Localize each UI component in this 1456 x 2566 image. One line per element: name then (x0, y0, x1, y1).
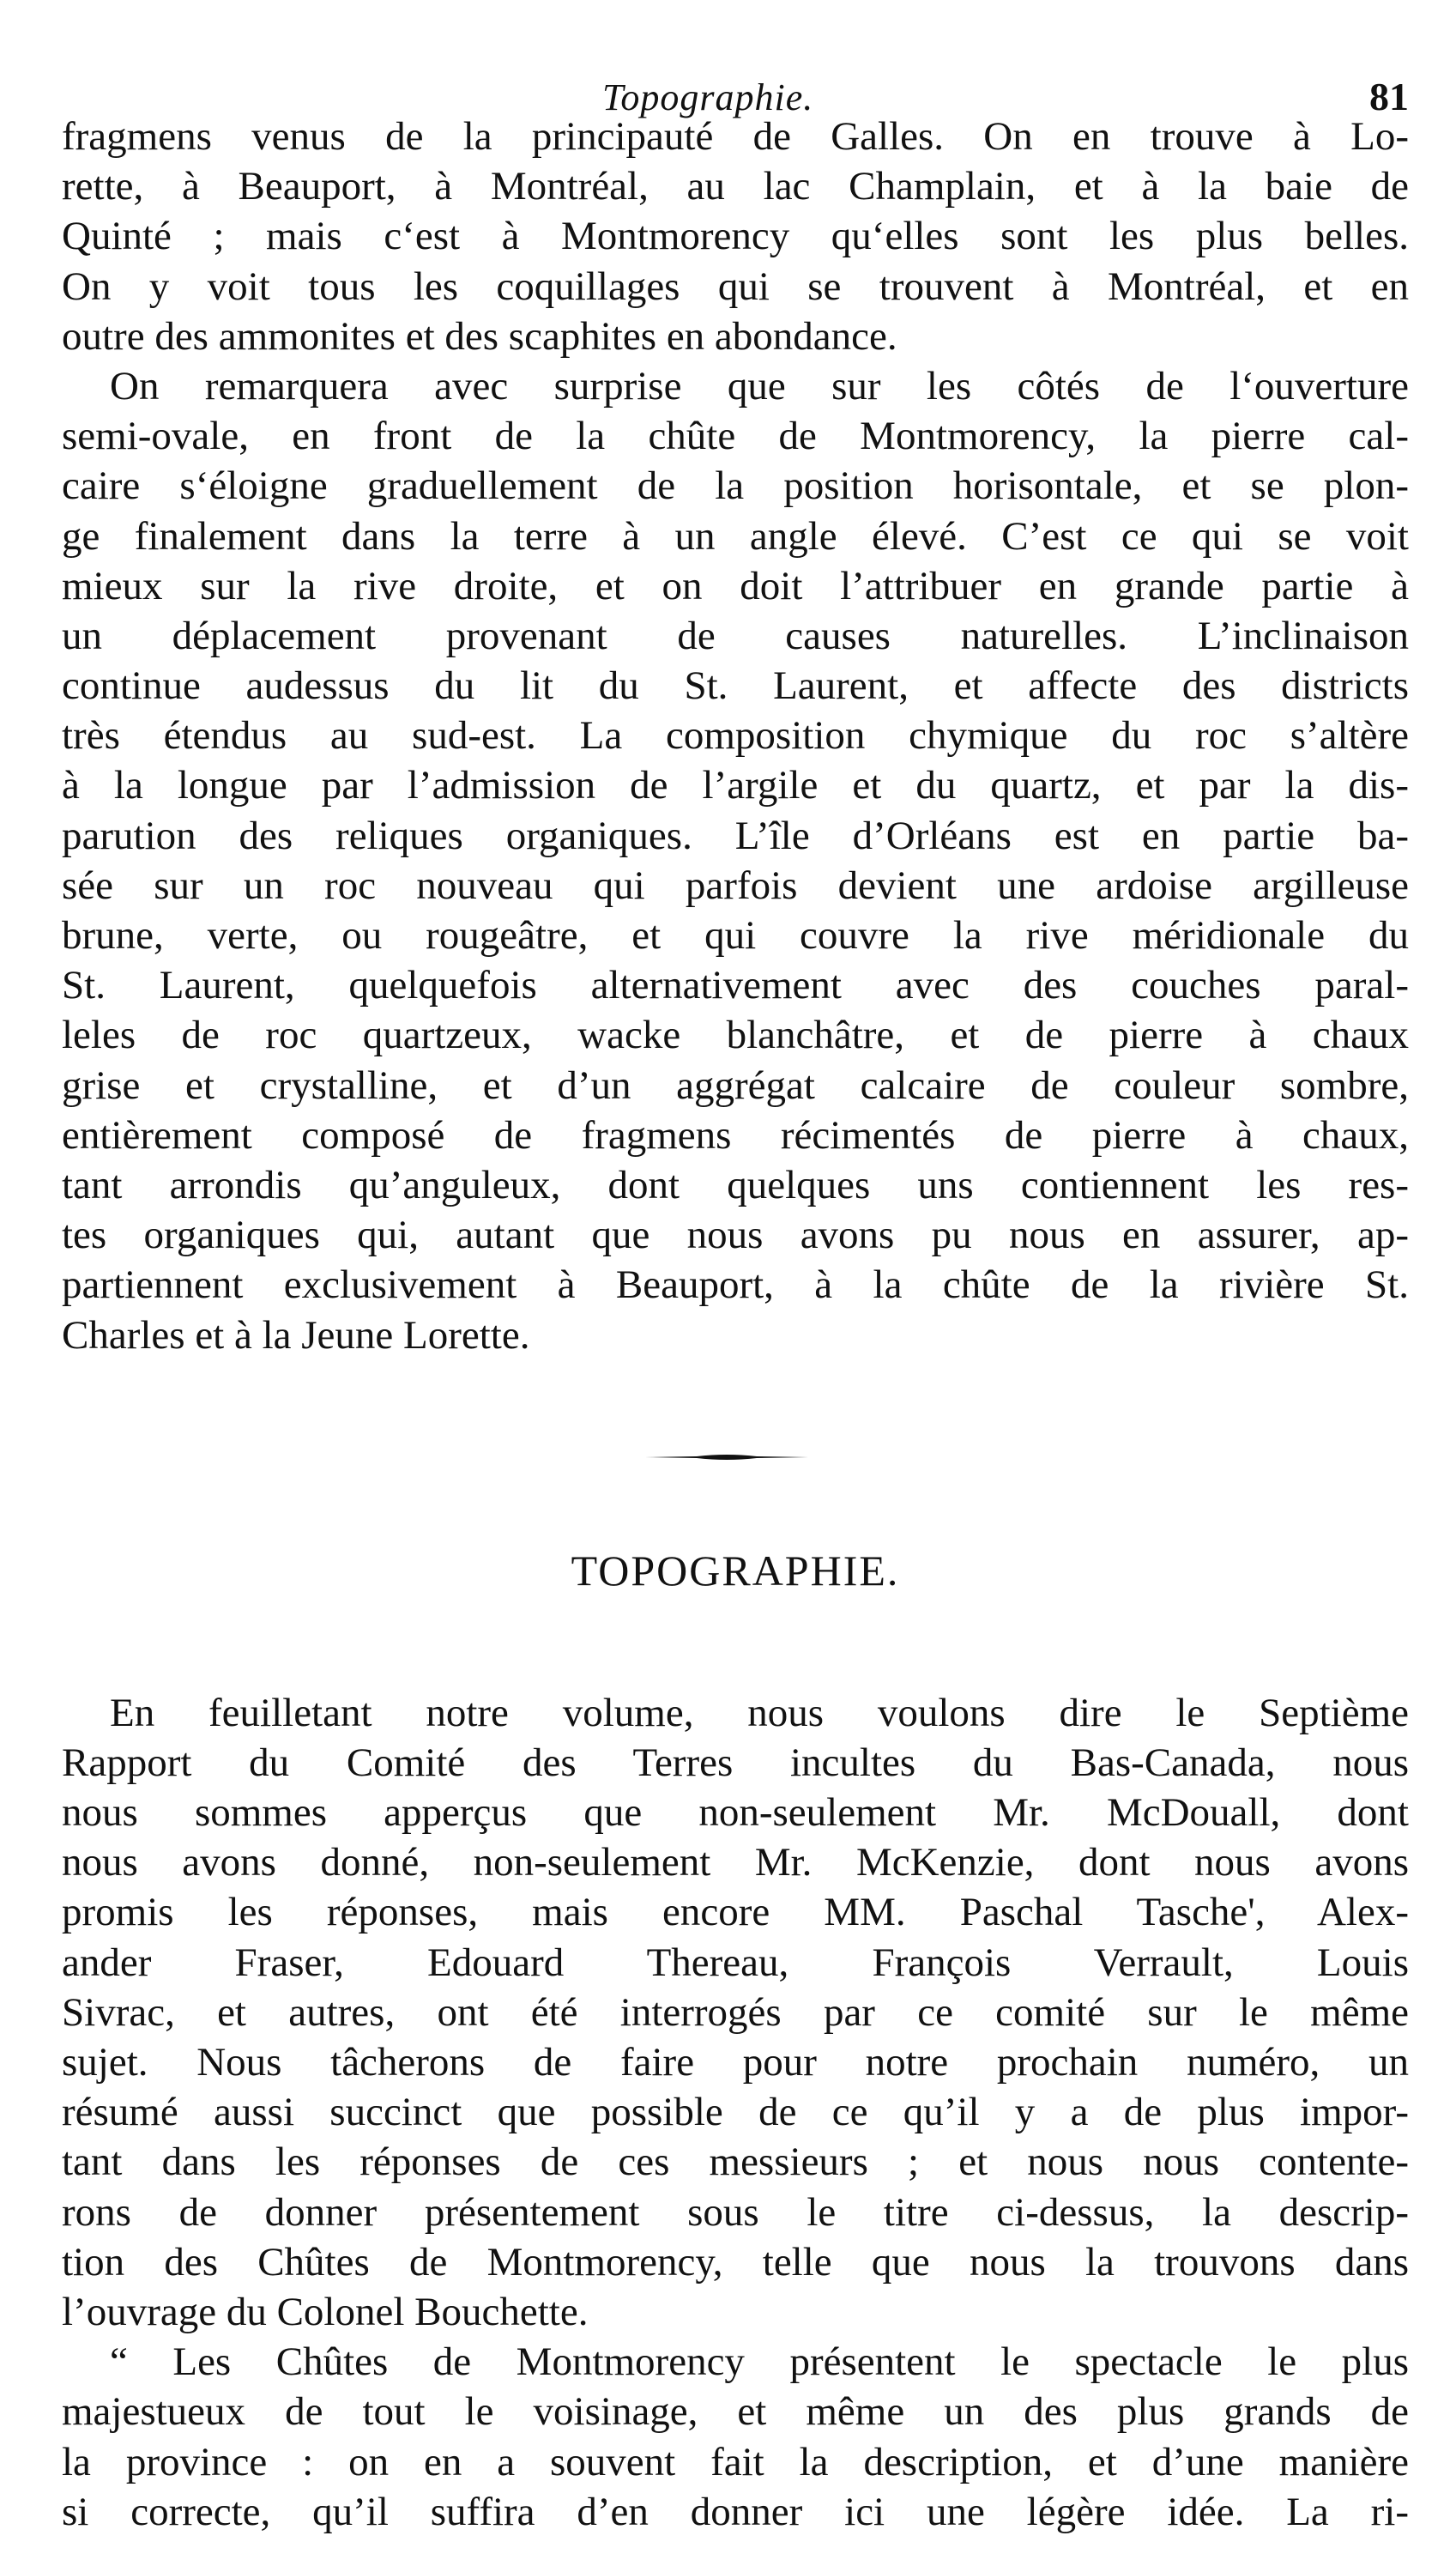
text-line: ge finalement dans la terre à un angle élevé. C’est ce qui se voit (62, 513, 1409, 559)
text-line: tes organiques qui, autant que nous avons pu nous en assurer, ap- (62, 1213, 1409, 1258)
text-line: partiennent exclusivement à Beauport, à la chûte de la rivière St. (62, 1262, 1409, 1308)
text-line: à la longue par l’admission de l’argile et du quartz, et par la dis- (62, 763, 1409, 808)
paragraph-fossils-continued (62, 112, 1409, 361)
text-line: outre des ammonites et des scaphites en abondance. (62, 313, 897, 359)
text-line: rons de donner présentement sous le titre ci-dessus, la descrip- (62, 2189, 1409, 2235)
text-line: si correcte, qu’il suffira d’en donner ici une légère idée. La ri- (62, 2489, 1409, 2534)
text-line: résumé aussi succinct que possible de ce qu’il y a de plus impor- (62, 2090, 1409, 2135)
text-line: Quinté ; mais c‘est à Montmorency qu‘elles sont les plus belles. (62, 214, 1409, 259)
text-line: la province : on en a souvent fait la description, et d’une manière (62, 2439, 1409, 2484)
text-line: nous avons donné, non-seulement Mr. McKenzie, dont nous avons (62, 1840, 1409, 1885)
section-heading: TOPOGRAPHIE. (571, 1546, 900, 1595)
text-line: Rapport du Comité des Terres incultes du Bas-Canada, nous (62, 1740, 1409, 1785)
book-page (62, 0, 1409, 2537)
text-line: semi-ovale, en front de la chûte de Montmorency, la pierre cal- (62, 414, 1409, 459)
text-line: promis les réponses, mais encore MM. Paschal Tasche', Alex- (62, 1890, 1409, 1935)
text-line: continue audessus du lit du St. Laurent, et affecte des districts (62, 663, 1409, 709)
running-title: Topographie. (602, 76, 814, 118)
text-line: caire s‘éloigne graduellement de la position horisontale, et se plon- (62, 463, 1409, 509)
text-line: leles de roc quartzeux, wacke blanchâtre, et de pierre à chaux (62, 1013, 1409, 1058)
text-line: grise et crystalline, et d’un aggrégat calcaire de couleur sombre, (62, 1062, 1409, 1108)
text-line: tant arrondis qu’anguleux, dont quelques uns contiennent les res- (62, 1162, 1409, 1207)
paragraph-limestone (62, 361, 1409, 1360)
text-line: On remarquera avec surprise que sur les côtés de l‘ouverture (110, 363, 1409, 409)
text-line: tion des Chûtes de Montmorency, telle que nous la trouvons dans (62, 2239, 1409, 2285)
text-line: mieux sur la rive droite, et on doit l’attribuer en grande partie à (62, 563, 1409, 608)
text-line: “ Les Chûtes de Montmorency présentent le spectacle le plus (110, 2339, 1409, 2385)
ornament-rule-icon (645, 1453, 808, 1462)
text-line: entièrement composé de fragmens récimentés de pierre à chaux, (62, 1112, 1409, 1158)
text-line: l’ouvrage du Colonel Bouchette. (62, 2289, 589, 2334)
text-line: sujet. Nous tâcherons de faire pour notre prochain numéro, un (62, 2040, 1409, 2085)
text-line: St. Laurent, quelquefois alternativement avec des couches paral- (62, 963, 1409, 1008)
text-line: sée sur un roc nouveau qui parfois devient une ardoise argilleuse (62, 862, 1409, 908)
text-line: brune, verte, ou rougeâtre, et qui couvre la rive méridionale du (62, 913, 1409, 958)
paragraph-introduction (62, 1688, 1409, 2337)
text-line: Charles et à la Jeune Lorette. (62, 1312, 530, 1358)
text-line: ander Fraser, Edouard Thereau, François Verrault, Louis (62, 1940, 1409, 1985)
text-line: très étendus au sud-est. La composition chymique du roc s’altère (62, 713, 1409, 759)
text-line: On y voit tous les coquillages qui se trouvent à Montréal, et en (62, 263, 1409, 309)
ornament-divider (62, 1360, 1409, 1506)
text-line: En feuilletant notre volume, nous voulons dire le Septième (110, 1690, 1409, 1735)
text-line: un déplacement provenant de causes naturelles. L’inclinaison (62, 613, 1409, 658)
text-line: nous sommes apperçus que non-seulement Mr. McDouall, dont (62, 1790, 1409, 1836)
text-line: rette, à Beauport, à Montréal, au lac Champlain, et à la baie de (62, 164, 1409, 209)
paragraph-quotation (62, 2337, 1409, 2537)
text-line: Sivrac, et autres, ont été interrogés par ce comité sur le même (62, 1989, 1409, 2035)
text-line: tant dans les réponses de ces messieurs ; et nous nous contente- (62, 2139, 1409, 2185)
text-line: majestueux de tout le voisinage, et même un des plus grands de (62, 2389, 1409, 2435)
page-number: 81 (1369, 75, 1409, 118)
text-line: parution des reliques organiques. L’île d’Orléans est en partie ba- (62, 813, 1409, 858)
text-line: fragmens venus de la principauté de Galles. On en trouve à Lo- (62, 114, 1409, 159)
running-head (62, 0, 1409, 118)
